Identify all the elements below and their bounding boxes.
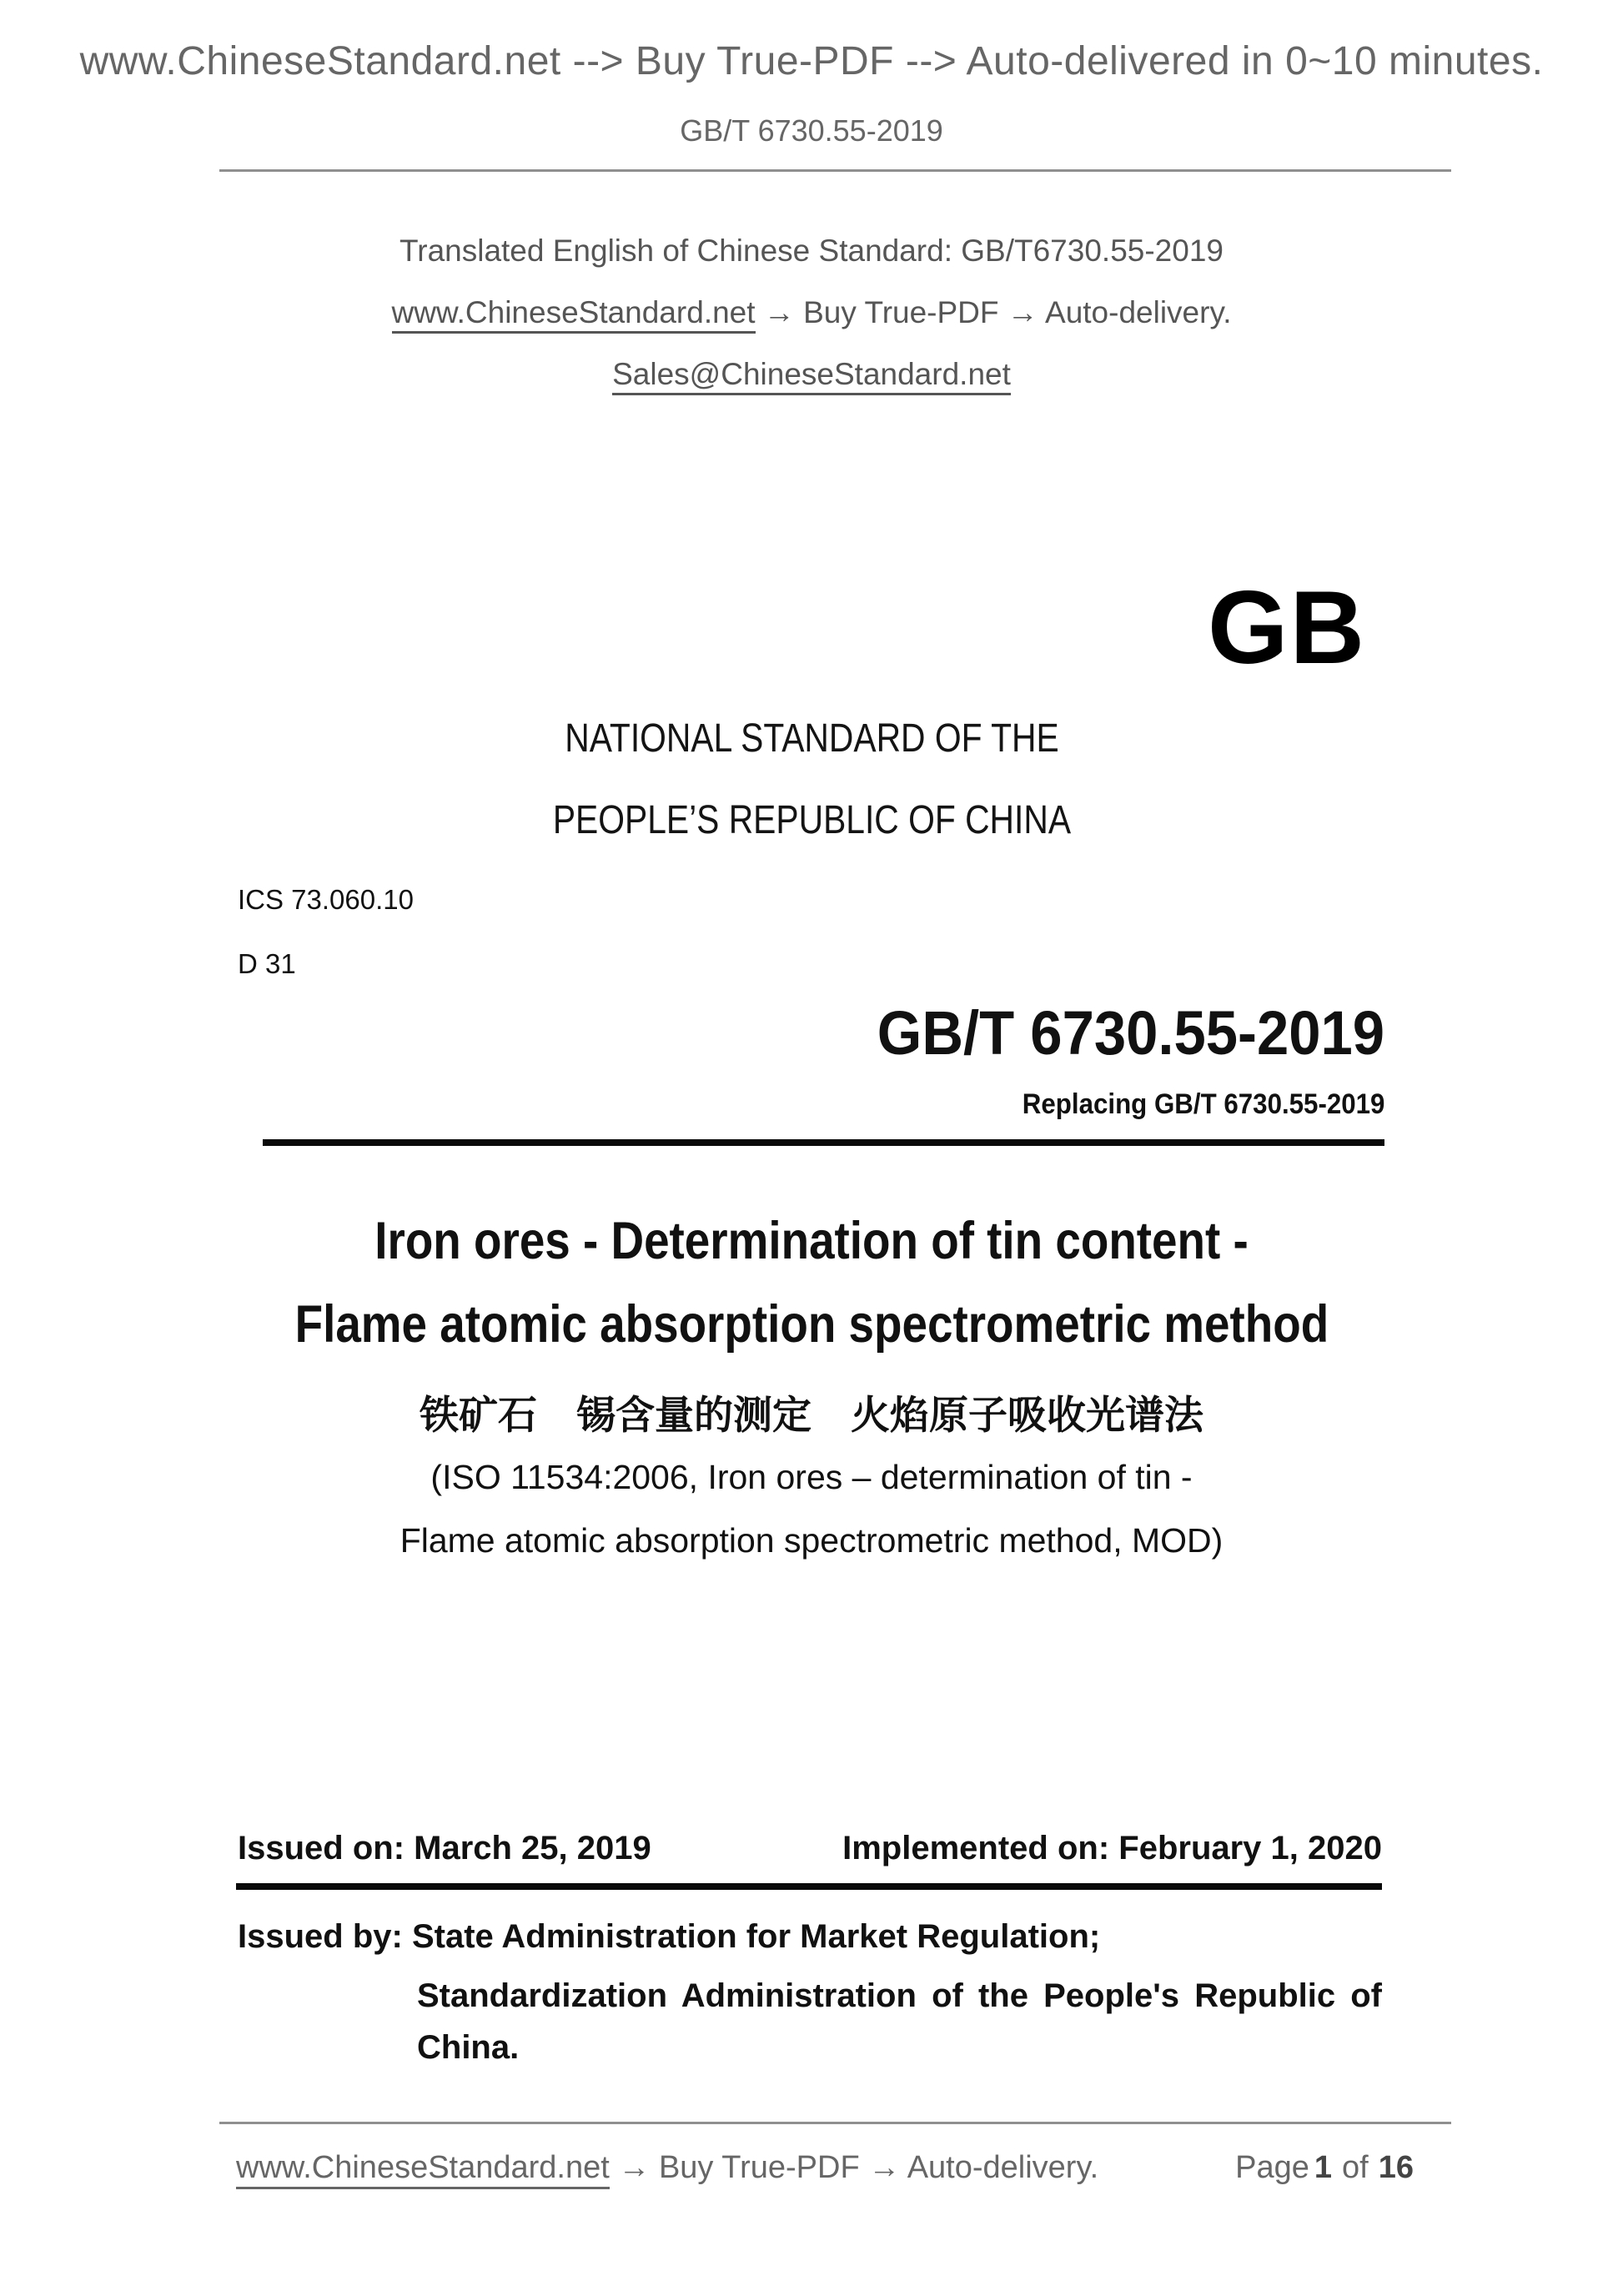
footer-divider [219, 2122, 1451, 2124]
title-zh: 铁矿石 锡含量的测定 火焰原子吸收光谱法 [420, 1393, 1203, 1437]
title-en-line2-text: Flame atomic absorption spectrometric method [294, 1295, 1329, 1354]
footer-site-rest: → Buy True-PDF → Auto-delivery. [609, 2150, 1099, 2185]
standard-number-rule [263, 1139, 1384, 1146]
site-arrow-note [0, 295, 1623, 330]
dates-rule [236, 1883, 1382, 1890]
replacing-note-text: Replacing GB/T 6730.55-2019 [1022, 1088, 1384, 1120]
standard-number-text: GB/T 6730.55-2019 [877, 998, 1384, 1068]
national-standard-heading-line2 [0, 797, 1623, 843]
footer-page-total: 16 [1378, 2150, 1414, 2185]
footer-site-link[interactable]: www.ChineseStandard.net [236, 2150, 610, 2189]
issued-by-label: Issued by: [238, 1918, 412, 1955]
implemented-on-date: Implemented on: February 1, 2020 [842, 1830, 1382, 1866]
site-note-rest: → Buy True-PDF → Auto-delivery. [755, 295, 1232, 329]
footer-page-word: Page [1235, 2150, 1309, 2185]
title-en-line1 [0, 1211, 1623, 1271]
issuer-secondary-line2: China. [417, 2029, 520, 2066]
sales-email-link[interactable]: Sales@ChineseStandard.net [612, 357, 1011, 395]
footer-page-indicator [1235, 2150, 1414, 2186]
site-link[interactable]: www.ChineseStandard.net [392, 295, 756, 334]
issued-on-date: Issued on: March 25, 2019 [238, 1830, 651, 1866]
header-divider [219, 169, 1451, 172]
replacing-note [991, 1088, 1384, 1121]
sales-email-line [0, 357, 1623, 392]
ics-code: ICS 73.060.10 [238, 884, 414, 915]
national-standard-heading-line1 [0, 716, 1623, 761]
title-en-line2 [0, 1294, 1623, 1354]
footer-row [236, 2150, 1414, 2186]
standard-number [839, 997, 1384, 1068]
footer-of-word: of [1342, 2150, 1369, 2185]
issuer-secondary [417, 1970, 1382, 2073]
translation-note-line: Translated English of Chinese Standard: GB/T6730.55-2019 [399, 234, 1224, 268]
doc-class-code: D 31 [238, 948, 296, 979]
national-standard-heading-line2-text: PEOPLE’S REPUBLIC OF CHINA [552, 798, 1071, 842]
national-standard-heading-line1-text: NATIONAL STANDARD OF THE [564, 716, 1059, 761]
issuer-primary: State Administration for Market Regulation; [411, 1918, 1101, 1955]
issuer-secondary-line1: Standardization Administration of the People's Republic of [417, 1977, 1382, 2014]
iso-note-line1: (ISO 11534:2006, Iron ores – determination of tin - [430, 1458, 1193, 1496]
footer-site-line [236, 2150, 1098, 2186]
header-doc-number: GB/T 6730.55-2019 [680, 113, 943, 148]
issued-by-line [238, 1918, 1100, 1956]
header-tagline: www.ChineseStandard.net --> Buy True-PDF --> Auto-delivered in 0~10 minutes. [79, 39, 1544, 83]
title-en-line1-text: Iron ores - Determination of tin content - [374, 1212, 1249, 1270]
footer-page-number: 1 [1314, 2150, 1333, 2185]
iso-note-line2: Flame atomic absorption spectrometric method, MOD) [399, 1521, 1224, 1560]
dates-row [238, 1830, 1382, 1867]
gb-logo: GB [1208, 570, 1366, 686]
